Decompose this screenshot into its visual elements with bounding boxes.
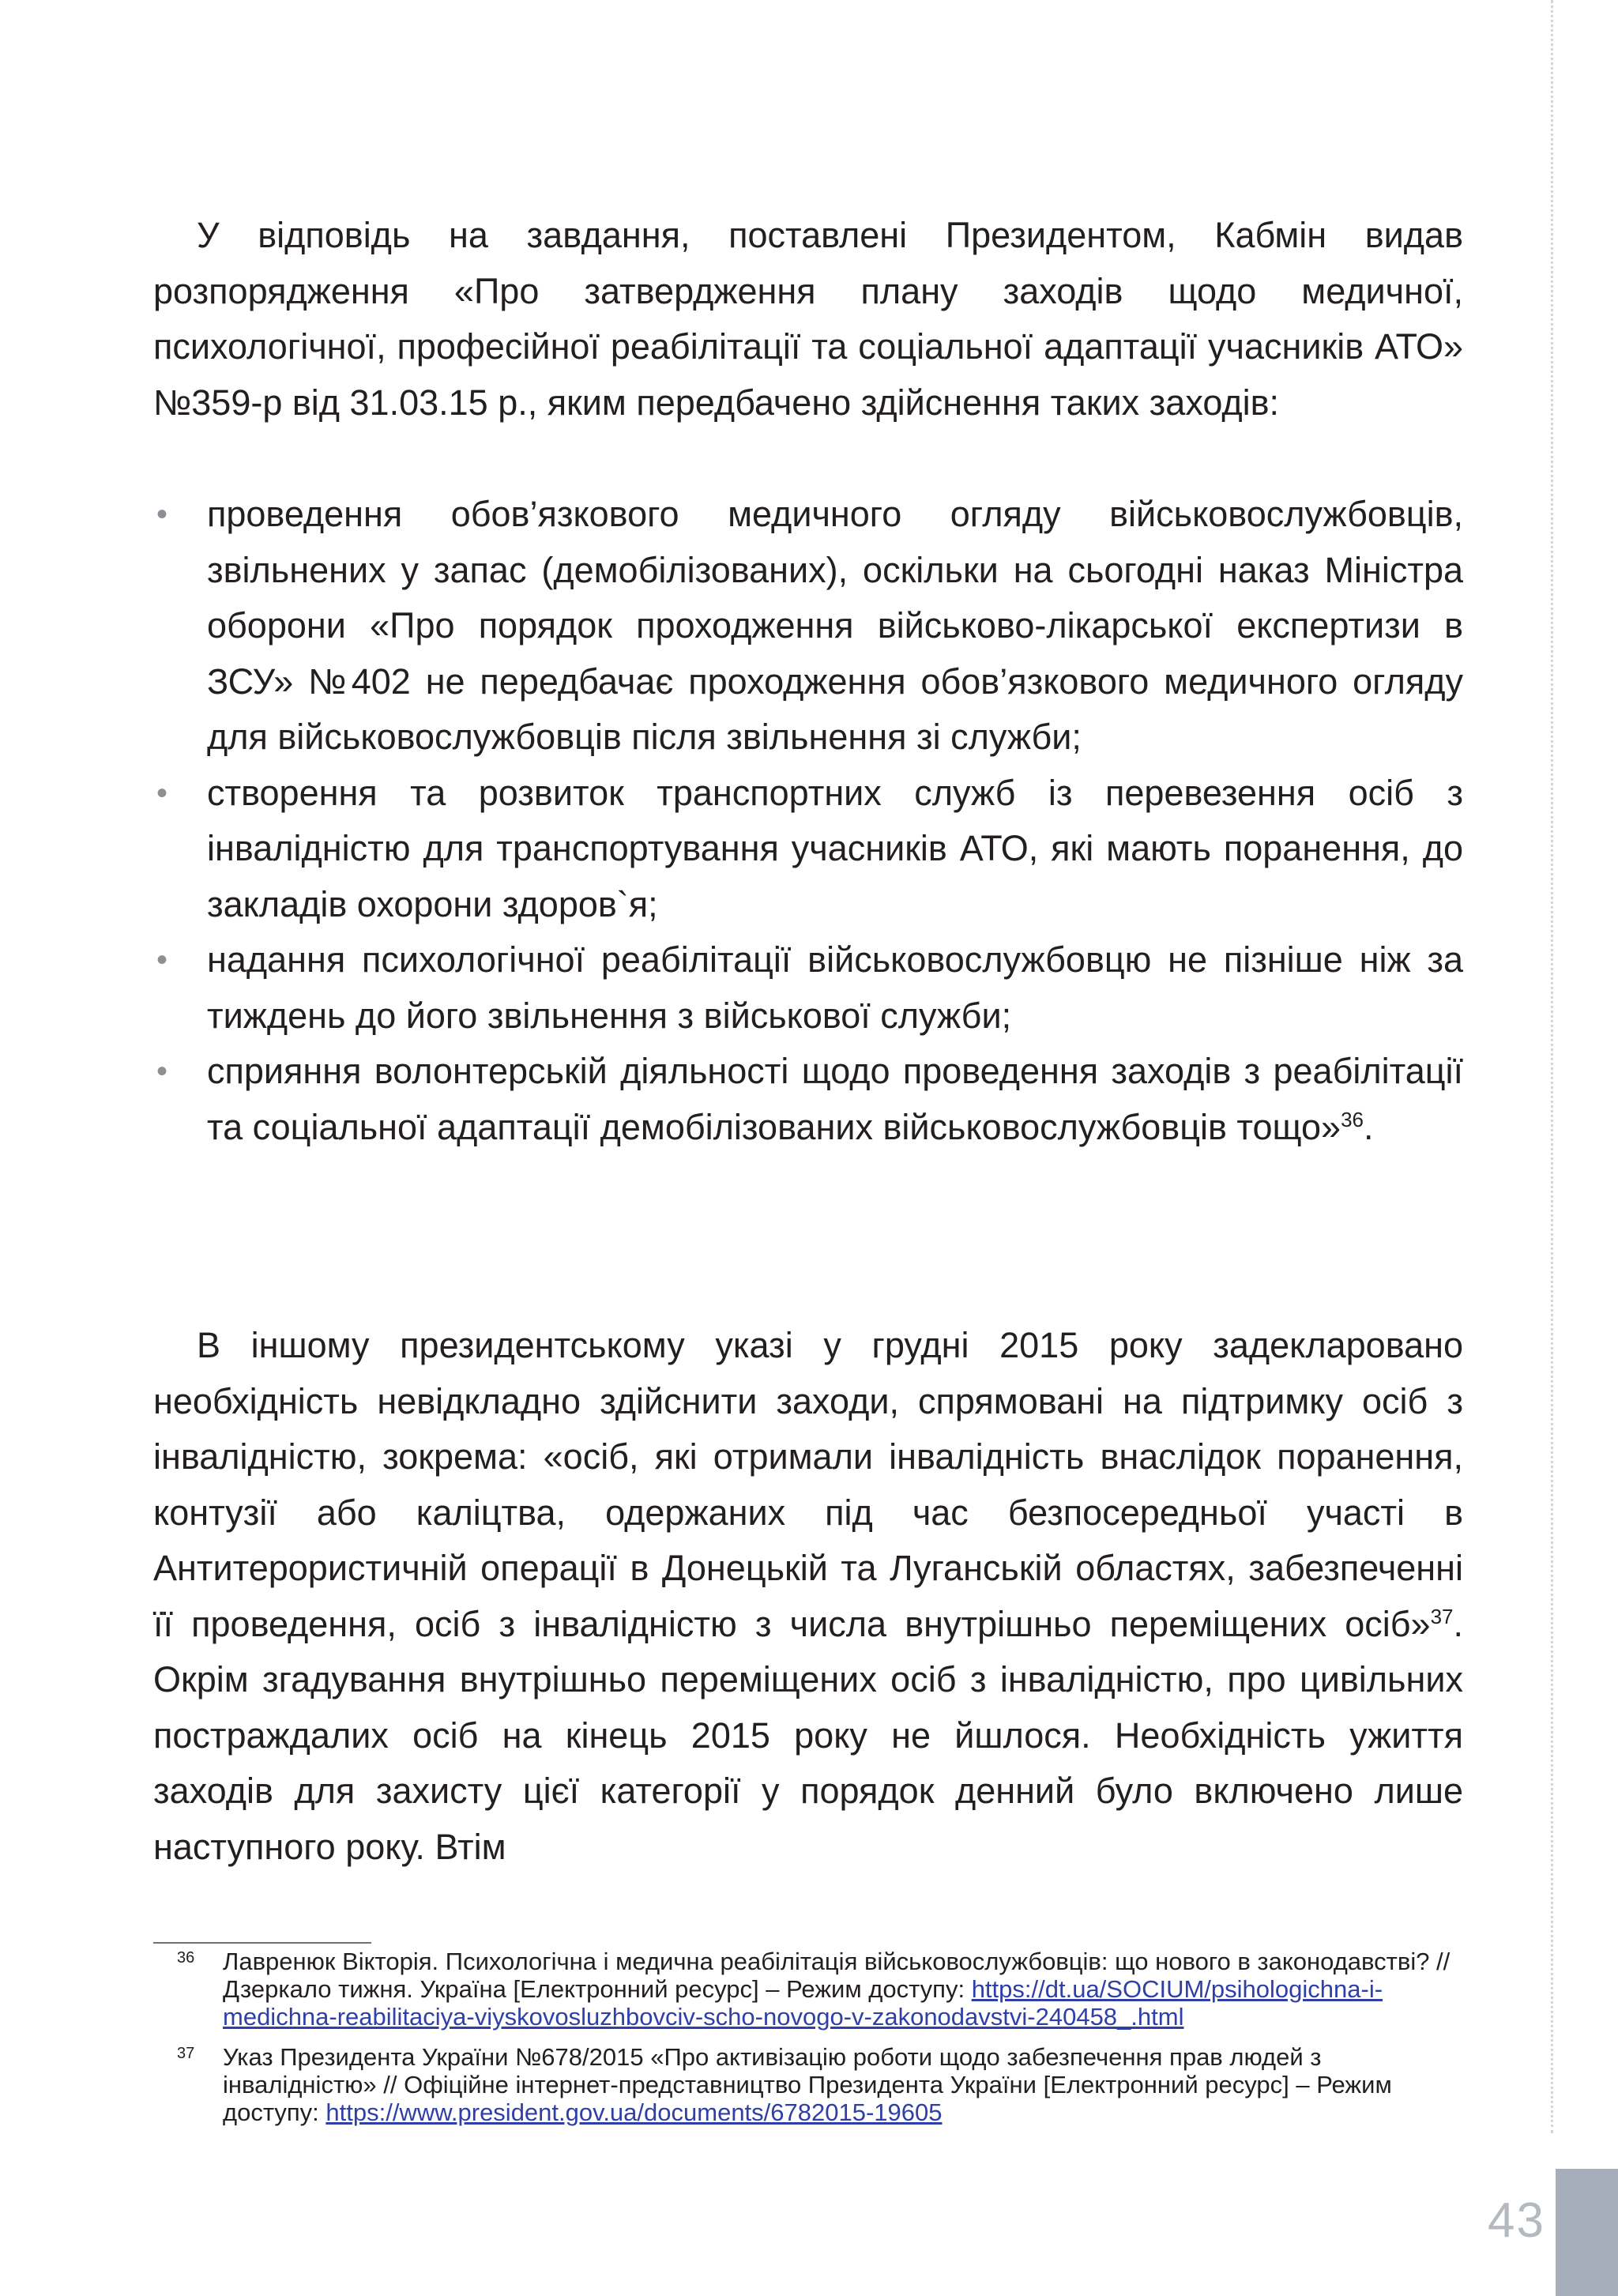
footnote-number: 36 <box>177 1949 195 1967</box>
list-item-tail: . <box>1364 1106 1374 1147</box>
list-item-text: надання психологічної реабілітації військовослужбовцю не пізніше ніж за тиждень до його звільнення з військової служби; <box>207 939 1463 1036</box>
bullet-icon: • <box>156 1054 168 1089</box>
footnote-ref-37[interactable]: 37 <box>1430 1604 1454 1628</box>
page-number: 43 <box>1488 2193 1545 2248</box>
footnote-37 <box>153 2043 1473 2126</box>
paragraph-2-part-2: . Окрім згадування внутрішньо переміщених осіб з інвалідністю, про цивільних постраждалих осіб на кінець 2015 року не йшлося. Необхідність ужиття заходів для захисту цієї категорії у порядок денний було включено лише наступного року. Втім <box>153 1603 1463 1867</box>
body-paragraph-1 <box>153 208 1463 431</box>
list-item <box>153 766 1463 933</box>
list-item <box>153 487 1463 766</box>
margin-dotted-rule <box>1551 0 1553 2133</box>
footnote-text: Лавренюк Вікторія. Психологічна і медична реабілітація військовослужбовців: що нового в законодавстві? // Дзеркало тижня. Україна [Електронний ресурс] – Режим доступу: <box>223 1948 1451 2003</box>
list-item <box>153 932 1463 1044</box>
measures-list <box>153 487 1463 1155</box>
list-item-text: сприяння волонтерській діяльності щодо проведення заходів з реабілітації та соціальної адаптації демобілізованих військовослужбовців тощо» <box>207 1051 1463 1147</box>
footnote-separator <box>153 1942 371 1944</box>
list-item-text: проведення обов’язкового медичного огляду військовослужбовців, звільнених у запас (демобілізованих), оскільки на сьогодні наказ Міністра оборони «Про порядок проходження військово-лікарської експертизи в ЗСУ» №402 не передбачає проходження обов’язкового медичного огляду для військовослужбовців після звільнення зі служби; <box>207 494 1463 757</box>
bullet-icon: • <box>156 497 168 532</box>
paragraph-2-text <box>153 1318 1463 1875</box>
bullet-icon: • <box>156 943 168 977</box>
footnote-ref-36[interactable]: 36 <box>1341 1107 1364 1131</box>
footnote-36 <box>153 1948 1473 2031</box>
bullet-icon: • <box>156 775 168 811</box>
list-item <box>153 1044 1463 1155</box>
footnote-link[interactable]: https://dt.ua/SOCIUM/psihologichna-i-medichna-reabilitaciya-viyskovosluzhbovciv-scho-novogo-v-zakonodavstvi-240458_.html <box>223 1975 1383 2031</box>
paragraph-2-part-1: В іншому президентському указі у грудні 2015 року задекларовано необхідність невідкладно здійснити заходи, спрямовані на підтримку осіб з інвалідністю, зокрема: «осіб, які отримали інвалідність внаслідок поранення, контузії або каліцтва, одержаних під час безпосередньої участі в Антитерористичній операції в Донецькій та Луганській областях, забезпеченні її проведення, осіб з інвалідністю з числа внутрішньо переміщених осіб» <box>153 1325 1463 1644</box>
paragraph-1-text: У відповідь на завдання, поставлені Президентом, Кабмін видав розпорядження «Про затвердження плану заходів щодо медичної, психологічної, професійної реабілітації та соціальної адаптації учасників АТО» №359-р від 31.03.15 р., яким передбачено здійснення таких заходів: <box>153 215 1463 423</box>
footnotes <box>153 1948 1473 2139</box>
body-paragraph-2 <box>153 1318 1463 1875</box>
footnote-text: Указ Президента України №678/2015 «Про активізацію роботи щодо забезпечення прав людей з інвалідністю» // Офіційне інтернет-представництво Президента України [Електронний ресурс] – Режим доступу: <box>223 2043 1392 2126</box>
list-item-text: створення та розвиток транспортних служб із перевезення осіб з інвалідністю для транспортування учасників АТО, які мають поранення, до закладів охорони здоров`я; <box>207 772 1463 924</box>
footnote-link[interactable]: https://www.president.gov.ua/documents/6782015-19605 <box>325 2098 943 2126</box>
side-tab <box>1556 2169 1618 2296</box>
footnote-number: 37 <box>177 2045 195 2062</box>
